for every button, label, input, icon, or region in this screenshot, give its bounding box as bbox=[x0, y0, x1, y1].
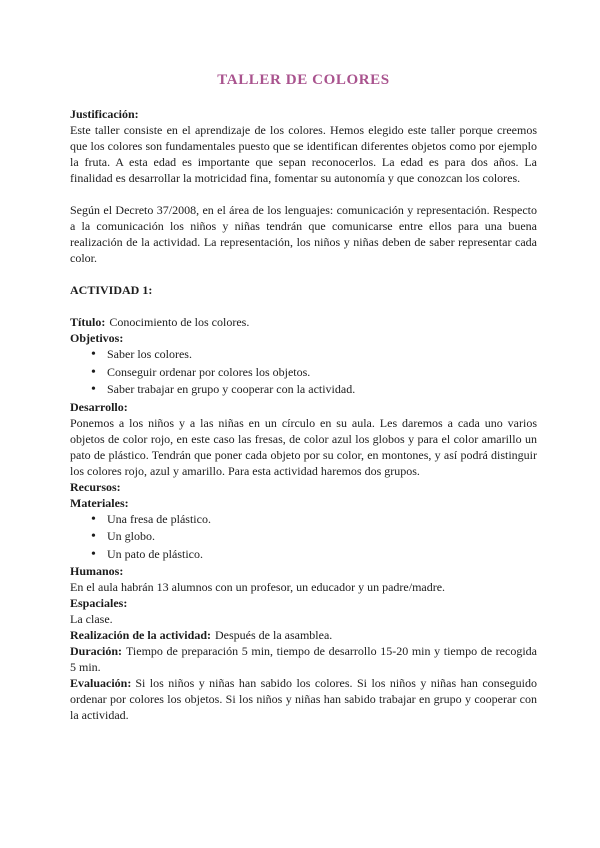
paragraph-humanos: En el aula habrán 13 alumnos con un profesor, un educador y un padre/madre. bbox=[70, 580, 446, 594]
list-item: • Un pato de plástico. bbox=[70, 546, 537, 564]
paragraph-espaciales: La clase. bbox=[70, 612, 113, 626]
list-item: • Una fresa de plástico. bbox=[70, 511, 537, 529]
heading-actividad-1: ACTIVIDAD 1: bbox=[70, 283, 153, 297]
paragraph-decreto: Según el Decreto 37/2008, en el área de los lenguajes: comunicación y representación. Respecto a la comunicación los niños y niñas tendrán que comunicarse entre ellos para una buena realización de la actividad. La representación, los niños y niñas deben de saber representar cada color. bbox=[70, 203, 537, 265]
materiales-list bbox=[70, 511, 537, 564]
field-duracion-label: Duración: bbox=[70, 644, 122, 658]
heading-espaciales: Espaciales: bbox=[70, 596, 128, 610]
heading-objetivos: Objetivos: bbox=[70, 331, 124, 345]
heading-desarrollo: Desarrollo: bbox=[70, 399, 128, 414]
list-item: • Saber trabajar en grupo y cooperar con la actividad. bbox=[70, 381, 537, 399]
paragraph-desarrollo: Ponemos a los niños y a las niñas en un círculo en su aula. Les daremos a cada uno varios objetos de color rojo, en este caso las fresas, de color azul los globos y para el color amarillo un pato de plástico. Tendrán que poner cada objeto por su color, en montones, y así podrá distinguir los colores rojo, azul y amarillo. Para esta actividad haremos dos grupos. bbox=[70, 415, 537, 478]
paragraph-justificacion: Este taller consiste en el aprendizaje de los colores. Hemos elegido este taller porque creemos que los colores son fundamentales puesto que se identifican diferentes objetos como por ejemplo la fruta. A esta edad es importante que sepan reconocerlos. La edad es para dos años. La finalidad es desarrollar la motricidad fina, fomentar su autonomía y que conozcan los colores. bbox=[70, 123, 537, 185]
field-duracion-value: Tiempo de preparación 5 min, tiempo de desarrollo 15-20 min y tiempo de recogida 5 min. bbox=[70, 644, 537, 674]
heading-materiales: Materiales: bbox=[70, 495, 129, 510]
list-item: • Saber los colores. bbox=[70, 346, 537, 364]
field-duracion bbox=[70, 643, 537, 675]
field-evaluacion-value: Si los niños y niñas han sabido los colores. Si los niños y niñas han conseguido ordenar por colores los objetos. Si los niños y niñas han sabido trabajar en grupo y cooperar con la actividad. bbox=[70, 676, 537, 722]
field-realizacion-label: Realización de la actividad: bbox=[70, 628, 211, 642]
field-titulo bbox=[70, 314, 537, 330]
heading-recursos: Recursos: bbox=[70, 479, 121, 494]
list-item: • Un globo. bbox=[70, 528, 537, 546]
heading-humanos: Humanos: bbox=[70, 564, 124, 578]
field-titulo-value: Conocimiento de los colores. bbox=[109, 315, 250, 329]
field-evaluacion bbox=[70, 675, 537, 723]
list-item: • Conseguir ordenar por colores los objetos. bbox=[70, 364, 537, 382]
objetivos-list bbox=[70, 346, 537, 399]
field-titulo-label: Título: bbox=[70, 315, 106, 329]
field-realizacion bbox=[70, 627, 537, 643]
document-title: TALLER DE COLORES bbox=[217, 72, 390, 88]
heading-justificacion: Justificación: bbox=[70, 107, 139, 121]
field-realizacion-value: Después de la asamblea. bbox=[215, 628, 333, 642]
field-evaluacion-label: Evaluación: bbox=[70, 676, 132, 690]
